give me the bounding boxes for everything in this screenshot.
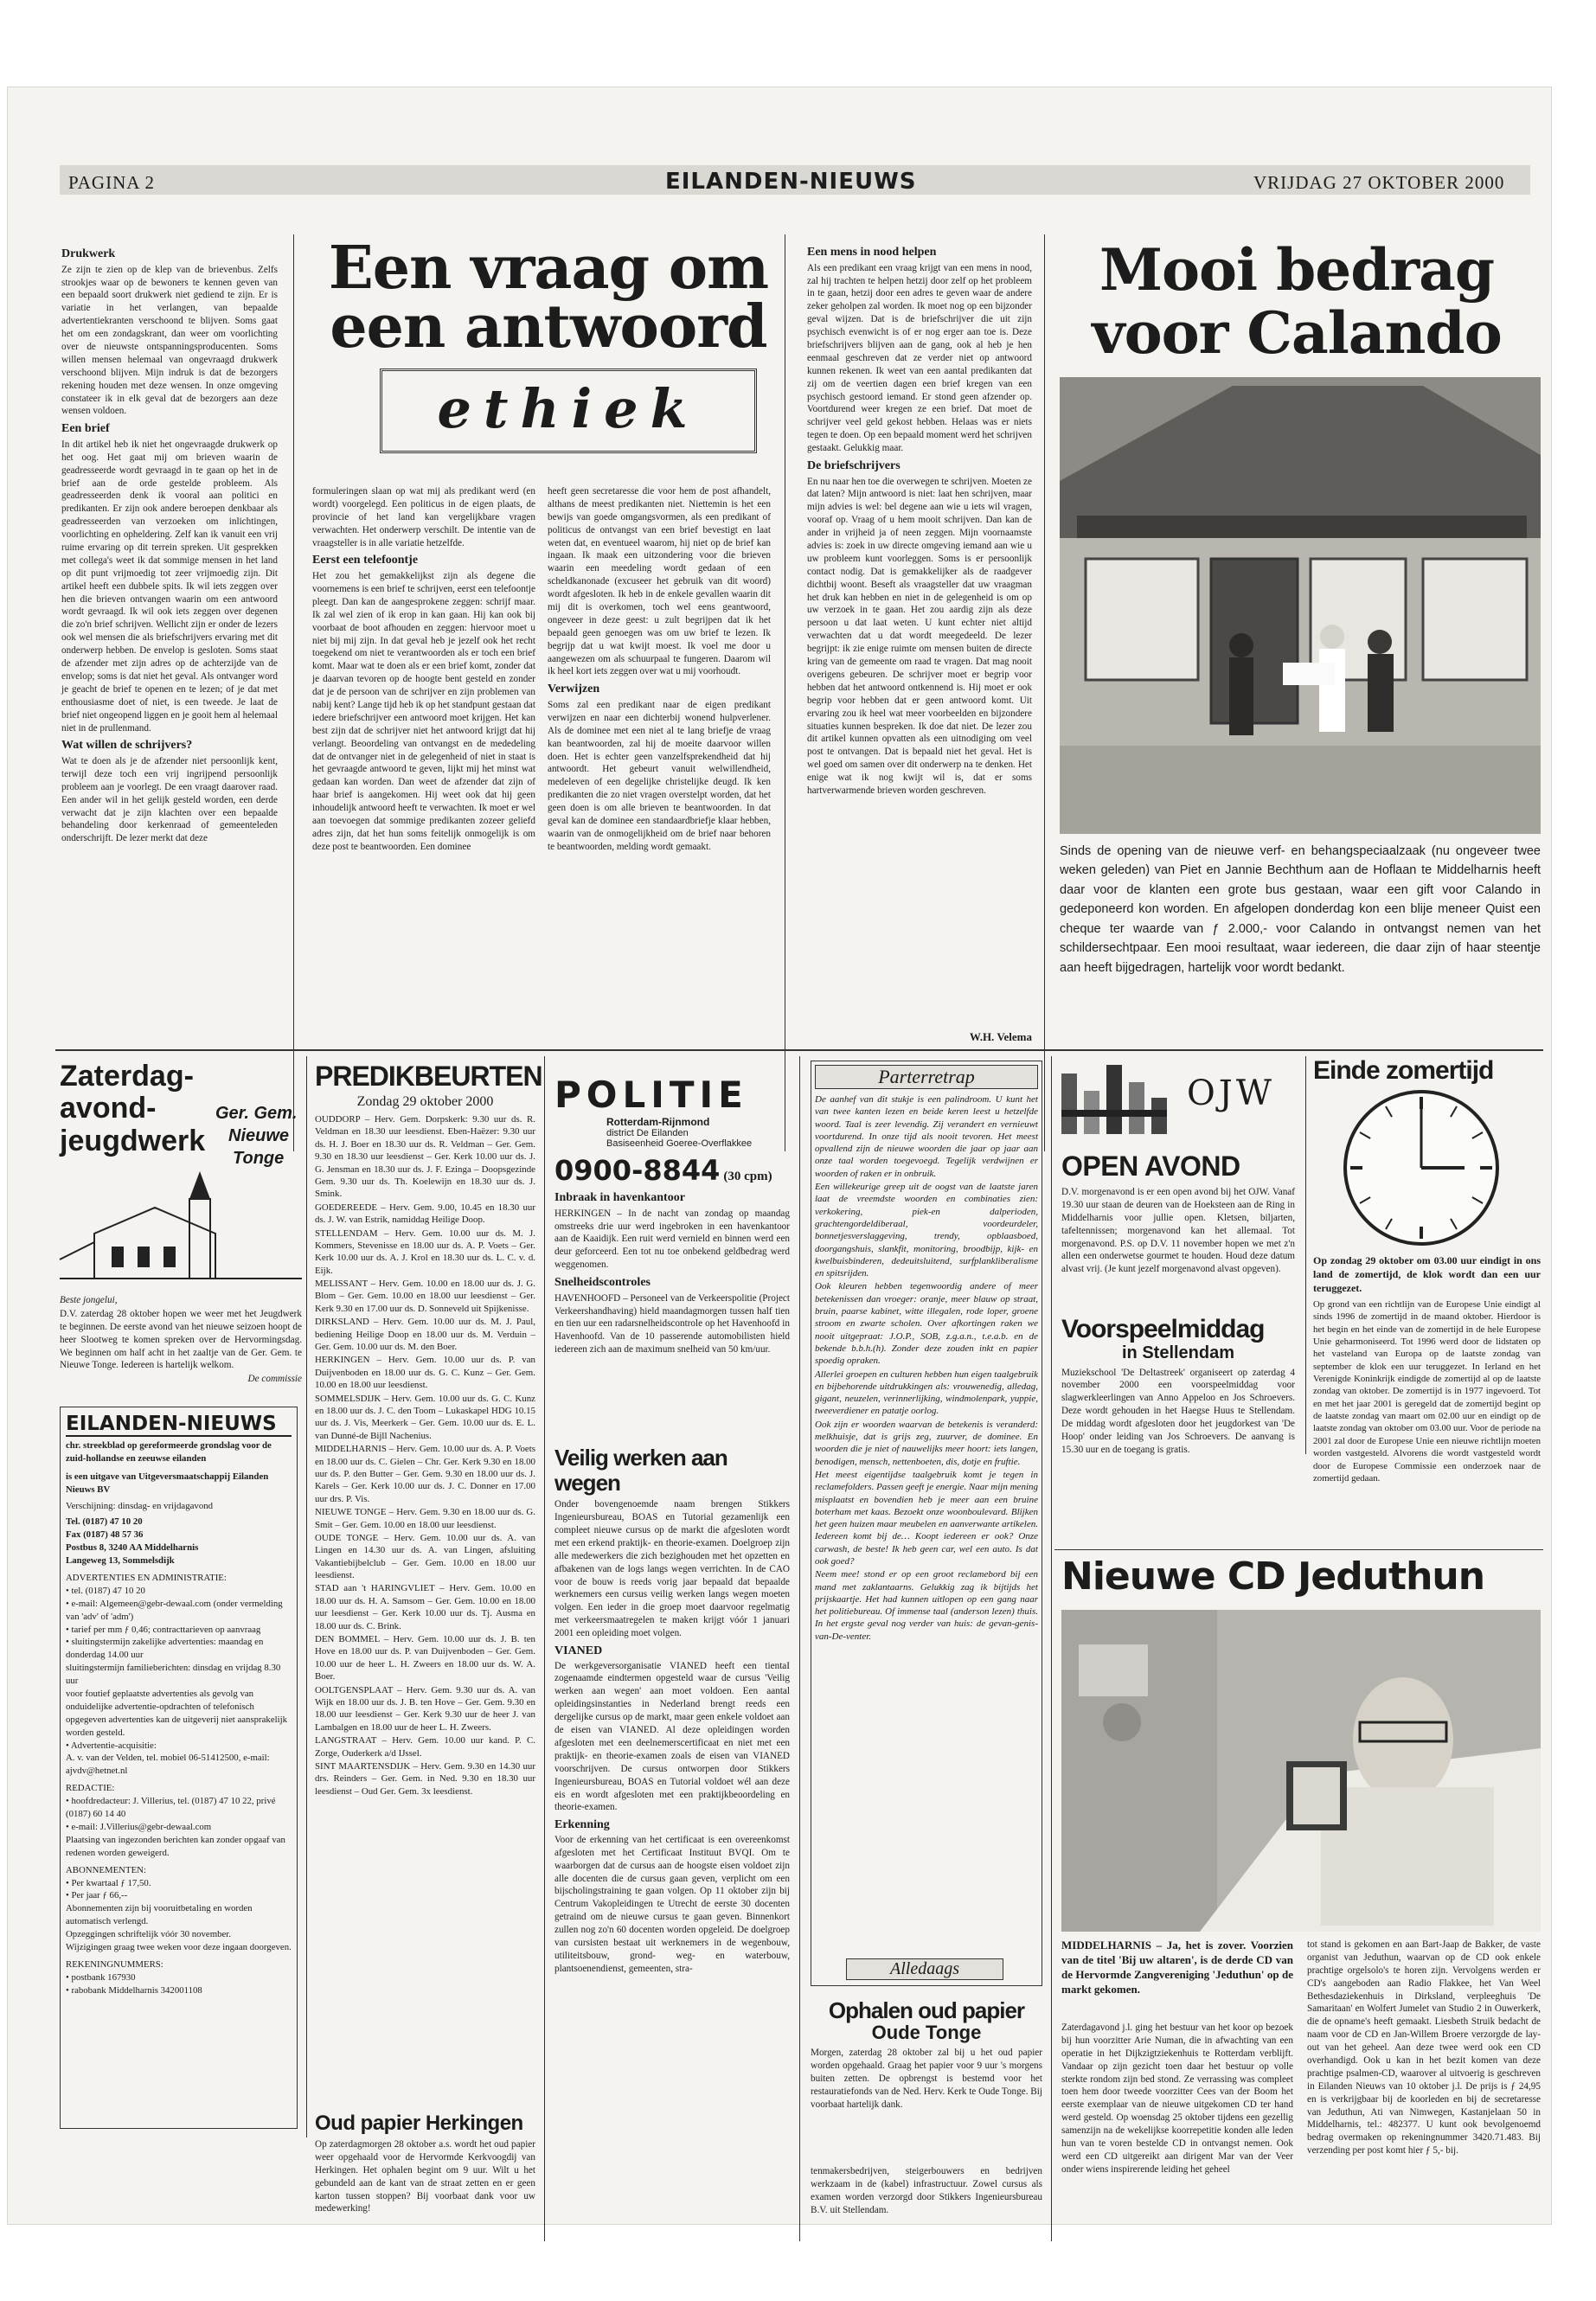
colofon-sub: chr. streekblad op gereformeerde grondslag voor de zuid-hollandse en zeeuwse eilanden — [66, 1440, 272, 1464]
colofon-line: Wijzigingen graag twee weken voor deze ingaan doorgeven. — [66, 1941, 292, 1952]
parterretrap-box — [811, 1061, 1042, 1986]
jeduthun-col2: tot stand is gekomen en aan Bart-Jaap de Bakker, de vaste organist van Jeduthun, waarvan op de CD ook enkele prachtige orgelsolo's te horen zijn. Vervolgens werden er CD's aangeboden aan Radio Flakkee, het Van Weel Bethesdaziekenhuis in Dirksland, verpleeghuis 'De Samaritaan' en Wolfert Jumelet van Studio 2 in Ouwerkerk, die de opname's heeft gemaakt. Liesbeth Struik bedacht de naam voor de CD en Jan-Willem Broere verzorgde de lay-out van het geheel. Aan deze twee werd ook een CD overhandigd. Ook u kan in het bezit komen van deze prachtige psalmen-CD, waarover al uitvoerig is geschreven in Eilanden Nieuws van 10 oktober j.l. De prijs is ƒ 24,95 en is verkrijgbaar bij de koorleden en bij de secretaresse van Jeduthun, Ati van Nimwegen, Kastanjelaan 50 in Middelharnis, tel.: 482377. U kunt ook bevolgenoemd bedrag overmaken op rekeningnummer 3420.71.483. Bij verzending per post komt hier ƒ 5,- bij. — [1307, 1939, 1541, 2157]
calando-photo — [1060, 377, 1541, 834]
ethiek-rubric: ethiek — [437, 377, 700, 440]
voorspeel-body: Muziekschool 'De Deltastreek' organiseert op zaterdag 4 november 2000 een voorspeelmiddag voor slagwerkleerlingen van Anno Appeloo en Jos Schroevers. Deze wordt gehouden in het Haegse Huus te Stellendam. De middag wordt afgesloten door het jeugdorkest van 'De Hoop' onder leiding van Jos Schroevers. De aanvang is 15.30 uur en de toegang is gratis. — [1061, 1367, 1295, 1455]
predikbeurt-entry: OOLTGENSPLAAT – Herv. Gem. 9.30 uur ds. A. van Wijk en 18.00 uur ds. J. B. ten Hove – Ger. Gem. 9.30 en 18.00 uur leesdienst – Ger. Kerk 9.30 uur de heer J. van Lambalgen en 18.00 uur de heer L. H. Zweers. — [315, 1684, 535, 1733]
colofon-line: Fax (0187) 48 57 36 — [66, 1529, 144, 1541]
colofon-abo-list — [66, 1877, 292, 1954]
predikbeurt-entry: OUDE TONGE – Herv. Gem. 10.00 uur ds. A. van Lingen en 14.30 uur ds. A. van Lingen, afsluiting Vakantiebijbelclub – Ger. Gem. 10.00 en 18.00 uur leesdienst. — [315, 1532, 535, 1581]
predikbeurt-entry: SOMMELSDIJK – Herv. Gem. 10.00 uur ds. G. C. Kunz en 18.00 uur ds. J. C. den Toom – Lukaskapel HDG 10.15 uur ds. J. Vis, Meerkerk – Ger. Gem. 10.00 uur ds. E. L. van Dunné-de Bijll Nachenius. — [315, 1393, 535, 1441]
colofon-schedule: Verschijning: dinsdag- en vrijdagavond — [66, 1500, 214, 1511]
subheading: Verwijzen — [548, 683, 600, 696]
church-drawing — [60, 1173, 302, 1285]
issue-date: VRIJDAG 27 OKTOBER 2000 — [1253, 172, 1505, 193]
ophalen-subtitle: Oude Tonge — [871, 2022, 982, 2044]
colofon-abo-head: ABONNEMENTEN: — [66, 1864, 146, 1875]
newspaper-page — [7, 87, 1552, 2225]
ojw-body: D.V. morgenavond is er een open avond bij het OJW. Vanaf 19.30 uur staan de deuren van de Hoeksteen aan de Ring in Middelharnis voor jullie open. Kletsen, biljarten, tafeltennissen; morgenavond kan het allemaal. Tot morgenavond. P.S. op D.V. 11 november hopen we met z'n allen een onderwetse gourmet te houden. Houd deze datum alvast vrij. (Je kunt jezelf morgenavond alvast opgeven). — [1061, 1187, 1295, 1275]
parterretrap-paragraph: De aanhef van dit stukje is een palindroom. U kunt het van twee kanten lezen en beide keren leest u hetzelfde woord. Taal is zeer levendig. Zij verandert en vernieuwt voortdurend. In onze tijd als nooit tevoren. Het meest opvallend zijn de nieuwe woorden die jaar op jaar aan onze taal worden toegevoegd. Tegelijk verdwijnen er woorden of raken er in onbruik. — [815, 1094, 1038, 1179]
zomertijd-body: Op grond van een richtlijn van de Europese Unie eindigt al sinds 1996 de zomertijd in de maand oktober. Hierdoor is het begin en het einde van de zomertijd in de hele Europese Unie geharmoniseerd. Tot 1996 werd door de lidstaten op het vasteland van Europa op de laatste zondag van september de klok een uur teruggezet. In Ierland en het Verenigde Koninkrijk eindigde de zomertijd al op de laatste zondag van oktober. De zomertijd is in 1977 ingevoerd. Tot en met het jaar 2001 is geregeld dat de zomertijd begint op de laatste zondag van maart om 02.00 uur en eindigt op de laatste zondag van oktober om 03.00 uur. Voor de periode na 2001 zal door de Europese Unie een nieuwe richtlijn moeten worden vastgesteld. Alvorens die wordt vastgesteld wordt door de Europese Commissie een onderzoek naar de zomertijd gedaan. — [1313, 1298, 1541, 1484]
subheading: Drukwerk — [61, 247, 116, 260]
colofon-line: • sluitingstermijn zakelijke advertenties: maandag en donderdag 14.00 uur — [66, 1637, 264, 1661]
paragraph: HERKINGEN – In de nacht van zondag op maandag omstreeks drie uur werd ingebroken in een havenkantoor aan de Kaaidijk. Een ruit werd vernield en binnen werd een deur geforceerd. Een tot nu toe onbekend geldbedrag werd weggenomen. — [554, 1208, 790, 1271]
jeduthun-col1: Zaterdagavond j.l. ging het bestuur van het koor op bezoek bij hun voorzitter Arie Numan, die in afwachting van een operatie in het Dijkzigtziekenhuis te Rotterdam verblijft. Vandaar op zijn gezicht toen daar het bestuur op volle sterkte rondom zijn bed stond. Ze verrassing was compleet toen hem door tweede voorzitter Cees van der Boom het eerste exemplaar van de nieuwe uitgekomen CD ter hand werd gesteld. Op woensdag 25 oktober tijdens een gezellig samenzijn na de wekelijkse koorrepetitie konden alle leden hun van te voren bestelde CD in ontvangst nemen. Ook werd een CD uitgereikt aan dirigent Mar van der Veer onder wiens inspirerende leiding het geheel — [1061, 2022, 1293, 2175]
paragraph: Wat te doen als je de afzender niet persoonlijk kent, terwijl deze toch een vrij ingrijpend persoonlijk probleem aan je voorlegt. De een vraagt daarover raad. Een ander wil in het gelijk gesteld worden, een derde verwacht dat je zijn klachten over een bepaalde behandeling door kerkenraad of gemeenteleden onderschrijft. De lezer merkt dat deze — [61, 756, 278, 844]
subheading: Eerst een telefoontje — [312, 554, 419, 567]
shop-photo-graphic — [1060, 377, 1541, 834]
subheading: Inbraak in havenkantoor — [554, 1191, 685, 1204]
colofon-red-list — [66, 1795, 292, 1859]
voorspeel-title: Voorspeelmiddag — [1061, 1315, 1265, 1343]
veilig-werken-cont: tenmakersbedrijven, steigerbouwers en bedrijven werkzaam in de (kabel) infrastructuur. Zowel cursus als examen worden verzorgd door Stikkers Ingenieursbureau B.V. uit Stellendam. — [811, 2166, 1042, 2215]
veilig-werken-body3: Voor de erkenning van het certificaat is een overeenkomst afgesloten met het Certificaat Instituut BVQI. Om te waarborgen dat de cursus aan de hoogste eisen voldoet zijn alle docenten die de cursus gaan geven, verplicht om een bijscholingstraining te gaan volgen. Op 11 oktober zijn bij Centrum Vakopleidingen te Utrecht de eerste 30 docenten getraind om de nieuwe cursus te gaan geven. Binnenkort zullen nog zo'n 60 docenten worden opgeleid. De doelgroep van cursisten bestaat uit werknemers in de wegenbouw, utiliteitsbouw, grond- weg- en waterbouw, plantsoenendienst, gemeenten, stra- — [554, 1834, 790, 1974]
voorspeel-block — [1061, 1316, 1295, 1558]
politie-district: district De Eilanden — [606, 1128, 689, 1138]
jeugdwerk-church-1: Ger. Gem. — [215, 1104, 298, 1123]
paragraph: Soms zal een predikant naar de eigen predikant verwijzen en naar een dichterbij wonend hulpverlener. Als de dominee met een niet al te lang briefje de vraag kan beantwoorden, zal hij de moeite daarvoor willen doen. Het is echter geen vanzelfsprekendheid dat hij antwoordt. Het gebeurt vanuit welwillendheid, medeleven of een degelijke christelijke deugd. Ik ken predikanten die zo niet vragen overstelpt worden, dat het geen doen is om alle brieven te beantwoorden. In dat geval kan de dominee een standaardbriefje klaar hebben, waarin van de onmogelijkheid om de brief naar behoren te beantwoorden, melding wordt gemaakt. — [548, 699, 771, 852]
jeugdwerk-body: D.V. zaterdag 28 oktober hopen we weer met het Jeugdwerk te beginnen. De eerste avond van het nieuwe seizoen hoopt de heer Slootweg te komen spreken over de Hervormingsdag. We beginnen om half acht in het zaaltje van de Ger. Gem. te Nieuwe Tonge. Iedereen is hartelijk welkom. — [60, 1308, 302, 1371]
jeugdwerk-sign: De commissie — [247, 1374, 302, 1385]
paragraph: HAVENHOOFD – Personeel van de Verkeerspolitie (Project Verkeershandhaving) hield maandagmorgen tussen half tien en tien uur een radarsnelheidscontrole op het Havenhoofd in Havenhoofd. Van de 10 passerende automobilisten hield iedereen zich aan de maximum snelheid van 50 km/uur. — [554, 1292, 790, 1356]
paragraph: Ze zijn te zien op de klep van de brievenbus. Zelfs strookjes waar op de bewoners te kennen geven van een bepaald soort drukwerk niet gediend te zijn. Er is variatie in het verlangen, van bepaalde advertentiekranten verschoond te blijven. Soms gaat het om een zondagskrant, dan weer om voorlichting over de nieuwste ontspanningsproducenten. Soms willen mensen helemaal van ongevraagd drukwerk verschoond blijven. Mijn indruk is dat de bezorgers rekening houden met deze wensen. In onze omgeving constateer ik in elk geval dat de bezorgers aan deze wensen voldoen. — [61, 264, 278, 417]
jeugdwerk-greeting: Beste jongelui, — [60, 1295, 118, 1305]
ethiek-column-4 — [807, 241, 1032, 1143]
colofon-line: • Per kwartaal ƒ 17,50. — [66, 1877, 151, 1888]
parterretrap-footer: Alledaags — [846, 1958, 1003, 1980]
parterretrap-paragraph: Neem mee! stond er op een groot reclamebord bij een mand met zaklantaarns. Gelukkig zag ik bijtijds het prijskaartje. Het had kunnen uitlopen op een gang naar het politiebureau. Of immense taal (anderson lezen) thuis. In het ergste geval nog verder van huis: de gevan-genis- van-De-venter. — [815, 1569, 1038, 1642]
paragraph: Het zou het gemakkelijkst zijn als degene die voornemens is een brief te schrijven, eerst een telefoontje pleegt. Dan kan de aangesprokene zeggen: schrijf maar. Ik zal wel zien of ik erop in kan gaan. Hij kan ook bij voorbaat de boot afhouden en zeggen: hiervoor moet u niet bij mij zijn. In dat geval heb je jezelf ook het recht toegekend om niet te verantwoorden als er toch een brief komt. Maar wat te doen als er een brief komt, zonder dat je daarvan tevoren op de hoogte bent gesteld en zonder dat je de persoon van de schrijver en zijn problemen van nabij kent? Lange tijd heb ik op het standpunt gestaan dat iedere briefschrijver een antwoord moet krijgen. Het kan best zijn dat de schrijver niet het antwoord krijgt dat hij verlangt. Beoordeling van ontvangst en de mededeling dat de ontvanger niet in de gelegenheid of niet in staat is het gevraagde antwoord te geven, lijkt mij het minst wat gedaan kan worden. Dan weet de afzender dat zijn of haar brief is aangekomen. Hij weet ook dat hij geen inhoudelijk antwoord heeft te verwachten. Ik moet er wel aan toevoegen dat sommige predikanten zozeer geliefd adres zijn, dat het hun soms feitelijk onmogelijk is om deze post te beantwoorden. Een dominee — [312, 571, 535, 852]
ophalen-title: Ophalen oud papier — [828, 1997, 1025, 2023]
ethiek-column-2 — [312, 485, 542, 1143]
zomertijd-lead: Op zondag 29 oktober om 03.00 uur eindigt in ons land de zomertijd, de klok wordt dan een uur teruggezet. — [1313, 1254, 1541, 1294]
jeugdwerk-title-1: Zaterdag- — [60, 1060, 194, 1093]
politie-region: Rotterdam-Rijnmond — [606, 1116, 710, 1128]
veilig-werken-body: Onder bovengenoemde naam brengen Stikkers Ingenieursbureau, BOAS en Tutorial gezamenlijk een compleet nieuwe cursus op de markt die afgesloten wordt met een erkend praktijk- en theorie-examen. Doelgroep zijn alle medewerkers die zich bezighouden met het opzetten en afbakenen van de logs langs wegen verrichten. In de CAO voor de bouw is reeds vorig jaar bepaald dat bepaalde werknemers een cursus veilig werken langs wegen moeten volgen. Een ieder in die groep moet daarvoor regelmatig met verkeersmaatregelen te maken krijgt vóór 1 januari 2001 een opleiding moet volgen. — [554, 1499, 790, 1639]
column-rule — [1044, 234, 1045, 1151]
parterretrap-paragraph: Het meest eigentijdse taalgebruik komt je tegen in reclamefolders. Passen geeft je energie. Naar mijn mening misplaatst en bovendien heb je meer aan een bruine boterham met kaas. Bezoekt onze woonboulevard. Blijken het geen huizen maar meubelen en aanverwante artikelen. Iedereen komt bij de… Koopt iedereen er ook? Onze carwash, de beste! Ik heb geen car, wel een auto. Is dat ook goed? — [815, 1469, 1038, 1567]
zomertijd-title: Einde zomertijd — [1313, 1056, 1494, 1085]
section-rule — [1054, 1549, 1543, 1550]
veilig-werken-sub: VIANED — [554, 1644, 603, 1657]
predikbeurt-entry: NIEUWE TONGE – Herv. Gem. 9.30 en 18.00 uur ds. G. Smit – Ger. Gem. 10.00 en 18.00 uur leesdienst. — [315, 1507, 535, 1530]
colofon-adv-head: ADVERTENTIES EN ADMINISTRATIE: — [66, 1573, 227, 1584]
politie-logo: POLITIE — [554, 1074, 748, 1116]
colofon-rek-head: REKENINGNUMMERS: — [66, 1958, 163, 1970]
subheading: Wat willen de schrijvers? — [61, 739, 193, 753]
colofon-line: A. v. van der Velden, tel. mobiel 06-51412500, e-mail: ajvdv@hetnet.nl — [66, 1753, 270, 1777]
predikbeurten-block — [315, 1061, 542, 2107]
paragraph: En nu naar hen toe die overwegen te schrijven. Moeten ze dat laten? Mijn antwoord is niet: laat hen schrijven, maar mijn advies is wel: bel degene aan wie u iets wil vragen, vooraf op. Vraag of u hem mooit schrijven. Dan kan de ander in vrijheid ja of neen zeggen. Mijn voornaamste advies is: zoek in uw directe omgeving iemand aan wie u uw probleem kunt voorleggen. Soms is er persoonlijk contact nodig. Dat is gemakkelijker als de raadgever dichtbij woont. Beseft als vraagsteller dat uw vraagman het druk kan hebben en niet in de gelegenheid is om op uw verzoek in te gaan. Het zou aardig zijn als deze persoon u dat laat weten. U kunt echter niet altijd verwachten dat u dat wordt meegedeeld. De lezer begrijpt: ik zie enige ruimte om mensen buiten de directe kring van de gemeente om raad te vragen. Dat mag nooit overigens gebeuren. De schrijver moet er begrip voor hebben dat het antwoord ontkennend is. Hij moet er ook begrip voor hebben dat er geen antwoord komt. Uit ervaring zou ik heel wat meer voorbeelden en bijzondere situaties kunnen bespreken. Ik doe dat niet. De lezer zou dit artikel kunnen opvatten als een uitnodiging om veel post te ontvangen. Dat is bepaald niet het geval. Het is wel goed om samen over dit onderwerp na te denken. Het enige wat ik nog kwijt wil is, dat er soms hartverwarmende brieven worden geschreven. — [807, 476, 1032, 796]
jeugdwerk-church-2: Nieuwe — [228, 1126, 290, 1145]
subheading: Snelheidscontroles — [554, 1276, 651, 1290]
politie-items — [554, 1190, 790, 1356]
colofon-masthead: EILANDEN-NIEUWS — [66, 1413, 292, 1437]
veilig-werken-sub2: Erkenning — [554, 1818, 610, 1832]
colofon-line: Langeweg 13, Sommelsdijk — [66, 1555, 175, 1567]
colofon-line: • Per jaar ƒ 66,-- — [66, 1890, 128, 1901]
jeugdwerk-title-2: avond- — [60, 1092, 157, 1125]
jeugdwerk-text — [60, 1294, 302, 1387]
colofon-line: • Advertentie-acquisitie: — [66, 1740, 157, 1751]
ophalen-body: Morgen, zaterdag 28 oktober zal bij u het oud papier worden opgehaald. Graag het papier voor 9 uur 's morgens buiten zetten. De opbrengst is bestemd voor het restauratiefonds van de Ned. Herv. Kerk te Oude Tonge. Bij voorbaat hartelijk dank. — [811, 2048, 1042, 2111]
ojw-title: OPEN AVOND — [1061, 1150, 1240, 1182]
veilig-werken-block — [554, 1445, 790, 2250]
predikbeurt-entry: LANGSTRAAT – Herv. Gem. 10.00 uur kand. P. C. Zorge, Ouderkerk a/d IJssel. — [315, 1735, 535, 1759]
page-number: PAGINA 2 — [68, 172, 155, 193]
politie-block — [554, 1074, 790, 1437]
colofon-line: • tarief per mm ƒ 0,46; contracttarieven op aanvraag — [66, 1624, 261, 1635]
paragraph: In dit artikel heb ik niet het ongevraagde drukwerk op het oog. Het gaat mij om brieven waarin de geadresseerde wordt gevraagd in te gaan op het in de brief aan de orde gestelde probleem. Als geadresseerden denk ik vooral aan politici en predikanten. Er zijn ook andere beroepen denkbaar als geadresseerden van verzoeken om inlichtingen, voorlichting en opheldering. Zelf kan ik vanuit een vrij ruime ervaring op dit terrein spreken. Uit gesprekken met collega's weet ik dat sommige mensen in het land op dit punt vrijmoedig tot zeer vrijmoedig zijn. Dit artikel heeft een dubbele spits. Ik wil iets zeggen over hen die brieven ontvangen waarin om een antwoord wordt gevraagd. Ik wil ook iets zeggen over degenen die zo'n brief schrijven. Wellicht zijn er onder de lezers ook wel mensen die als briefschrijvers ervaring met dit onderwerp hebben. De envelop is gesloten. Soms staat de afzender met zijn adres op de achterzijde van de envelop; soms is dat niet het geval. Als ontvanger word je geacht de brief te openen en te lezen; of je dat met enthousiasme doet of niet, is een tweede. Je laat de brief niet ongeopend liggen en je gooit hem al helemaal niet in de prullenmand. — [61, 439, 278, 734]
calando-caption: Sinds de opening van de nieuwe verf- en behangspeciaalzaak (nu ongeveer twee weken geleden) van Piet en Jannie Bechthum aan de Hoflaan te Middelharnis heeft daar voor de klanten een grote bus gestaan, waar een gift voor Calando in gedeponeerd kon worden. En afgelopen donderdag kon een blije meneer Quist een cheque ter waarde van ƒ 2.000,- voor Calando in ontvangst nemen van het schildersechtpaar. Een mooi resultaat, waar iedereen, die daar zijn of haar steentje aan heeft bijgedragen, hartelijk voor wordt bedankt. — [1060, 844, 1541, 975]
parterretrap-paragraph: Ook kleuren hebben tegenwoordig andere of meer betekenissen dan vroeger: oranje, meer blauw op straat, bruin, paarse kabinet, witte illegalen, rode loper, groene stroom en zwarte scholen. Over afkortingen raken we nooit uitgepraat: J.O.P., SOB, z.g.a.n., t.e.a.b. en de bekende b.b.h.(h). Zonder deze zouden inkt en papier spoedig opraken. — [815, 1281, 1038, 1367]
colofon-line: Tel. (0187) 47 10 20 — [66, 1516, 143, 1528]
predikbeurten-title: PREDIKBEURTEN — [315, 1061, 542, 1092]
ethiek-column-1 — [61, 243, 278, 1143]
oud-papier-herkingen-title: Oud papier Herkingen — [315, 2112, 523, 2135]
predikbeurt-entry: HERKINGEN – Herv. Gem. 10.00 uur ds. P. van Duijvenboden en 18.00 uur ds. G. C. Kunz – Ger. Gem. 10.00 en 18.00 uur leesdienst. — [315, 1355, 535, 1391]
colofon-line: • e-mail: Algemeen@gebr-dewaal.com (onder vermelding van 'adv' of 'adm') — [66, 1598, 283, 1622]
predikbeurt-entry: GOEDEREEDE – Herv. Gem. 9.00, 10.45 en 18.30 uur ds. J. W. van Estrik, namiddag Heilige Doop. — [315, 1202, 535, 1226]
ethiek-headline: Een vraag om een antwoord — [328, 234, 769, 362]
parterretrap-paragraph: Allerlei groepen en culturen hebben hun eigen taalgebruik en bijbehorende uitdrukkingen als: vrouwenedig, alledag, gigant, neuzelen, verinnerlijking, windmolenpark, yuppie, tweeverdiener en patatje oorlog. — [815, 1368, 1038, 1417]
politie-phone-row — [554, 1154, 790, 1187]
paragraph: heeft geen secretaresse die voor hem de post afhandelt, althans de meest predikanten niet. Niettemin is het een bewijs van goede omgangsvormen, als een predikant of politicus de ontvangst van een brief bevestigt en laat weten dat, en eventueel waarom, hij niet op de brief kan ingaan. Ik maak een uitzondering voor die brieven waarin een meedeling wordt gedaan of een scheldkanonade (excuseer het gebruik van dit woord) wordt afgesloten. Ik heb in de enkele gevallen waarin dit mij dit is overkomen, toch wel eens geantwoord, ongeveer in deze geest: u zult begrijpen dat ik het bepaald geen genoegen was om uw brief te lezen. Ik begrijp dat u wat kwijt moest. Ik voel me door u aangewezen om als schuurpaal te fungeren. Daarom wil ik heel kort iets zeggen over wat u mij voorhoudt. — [548, 486, 771, 677]
veilig-werken-title: Veilig werken aan wegen — [554, 1445, 727, 1496]
parterretrap-paragraph: Ook zijn er woorden waarvan de betekenis is veranderd: melkhuisje, dat is grijs zeg, zuurver, de dominee. En woorden die je niet of nauwelijks meer hoort: iets langen, benodigen, mensch, nettenboeten, dis, dotje en fruftie. — [815, 1419, 1038, 1467]
colofon-line: • tel. (0187) 47 10 20 — [66, 1585, 145, 1596]
subheading: Een brief — [61, 422, 110, 436]
section-rule — [55, 1049, 1543, 1051]
parterretrap-body — [815, 1093, 1038, 1643]
predikbeurt-entry: MIDDELHARNIS – Herv. Gem. 10.00 uur ds. A. P. Voets en 18.00 uur ds. C. Gielen – Chr. Ger. Kerk 9.30 en 18.00 uur ds. P. den Butter – Ger. Gem. 9.30 en 18.00 uur ds. J. Karels – Ger. Kerk 10.00 uur ds. J. C. Donner en 17.00 uur drs. P. Vis. — [315, 1444, 535, 1504]
ophalen-oud-papier — [811, 1999, 1042, 2172]
ethiek-byline: W.H. Velema — [969, 1030, 1032, 1043]
colofon-line: • rabobank Middelharnis 342001108 — [66, 1984, 202, 1996]
colofon-line: Plaatsing van ingezonden berichten kan zonder opgaaf van redenen worden geweigerd. — [66, 1834, 285, 1858]
jeduthun-photo — [1061, 1610, 1541, 1932]
paragraph: Als een predikant een vraag krijgt van een mens in nood, zal hij trachten te helpen hetzij door zelf op het probleem in te gaan, hetzij door een adres te geven waar de andere zeker geholpen zal worden. Ik moet nog op een bijzonder geval wijzen. Dat is de briefschrijver die uit zijn psychisch evenwicht is of er nog erger aan toe is. Deze briefschrijvers blijven aan de gang, ook al heb je hen eenmaal geschreven dat ze verder niet op antwoord kunnen rekenen. Ik weet van een aantal predikanten dat zij om de veertien dagen een brief kregen van een psychisch gestoord iemand. Er stond geen afzender op. Voortdurend weer kregen ze een brief. Dat moet de schrijver veel geld gekost hebben. Helaas was er niets tegen te doen. Op een bepaald moment werd het schrijven gestaakt. Gelukkig maar. — [807, 262, 1032, 454]
hospital-photo-graphic — [1061, 1610, 1541, 1932]
colofon-line: sluitingstermijn familieberichten: dinsdag en vrijdag 8.30 uur — [66, 1663, 281, 1687]
predikbeurt-entry: STAD aan 't HARINGVLIET – Herv. Gem. 10.00 en 18.00 uur ds. H. A. Samsom – Ger. Gem. 10.00 en 18.00 uur leesdienst – Ger. Kerk 10.00 uur ds. Tj. Ausma en 18.00 uur ds. C. Brink. — [315, 1583, 535, 1631]
ethiek-column-3 — [548, 485, 771, 1143]
predikbeurt-entry: DEN BOMMEL – Herv. Gem. 10.00 uur ds. J. B. ten Hove en 18.00 uur ds. P. van Duijvenboden – Ger. Gem. 10.00 uur de heer L. H. Zweers en 18.00 uur ds. W. A. Boer. — [315, 1634, 535, 1682]
subheading: Een mens in nood helpen — [807, 246, 937, 259]
veilig-werken-body2: De werkgeversorganisatie VIANED heeft een tientaI zogenaamde eindtermen opgesteld waar de cursus 'Veilig werken aan wegen' aan moet voldoen. Een aantal opleidingsinstanties in Nederland brengt reeds een dergelijke cursus op de markt, maar geen enkele voldoet aan de eisen van VIANED. Al deze opleidingen worden afgesloten met een deelnemerscertificaat en niet met een praktijk- en theorie-examen zoals de eisen van VIANED voorschrijven. De cursus ontworpen door Stikkers Ingenieursbureau, BOAS en Tutorial voldoet wél aan deze eis en wordt afgesloten met een praktijkbeoordeling en theorie-examen. — [554, 1660, 790, 1813]
column-rule — [799, 1056, 800, 2241]
column-rule — [306, 1056, 307, 2138]
paragraph: formuleringen slaan op wat mij als predikant werd (en wordt) voorgelegd. Een politicus in de eigen plaats, de provincie of het land kan vergelijkbare vragen verwachten. Het onderwerp verschilt. De intentie van de vraagsteller is in alle variatie hetzelfde. — [312, 486, 535, 548]
colofon-box — [60, 1407, 298, 2129]
politie-phone: 0900-8844 — [554, 1154, 721, 1187]
predikbeurt-entry: MELISSANT – Herv. Gem. 10.00 en 18.00 uur ds. J. G. Blom – Ger. Gem. 10.00 en 18.00 uur leesdienst – Ger. Kerk 9.30 en 17.00 uur ds. D. Sonneveld uit Spijkenisse. — [315, 1279, 535, 1314]
colofon-publisher: is een uitgave van Uitgeversmaatschappij Eilanden Nieuws BV — [66, 1471, 269, 1495]
colofon-line: Abonnementen zijn bij vooruitbetaling en worden automatisch verlengd. — [66, 1903, 253, 1927]
column-rule — [293, 234, 294, 1151]
subheading: De briefschrijvers — [807, 458, 901, 472]
colofon-red-head: REDACTIE: — [66, 1783, 115, 1794]
oud-papier-herkingen-body: Op zaterdagmorgen 28 oktober a.s. wordt het oud papier weer opgehaald voor de Hervormde Kerkvoogdij van Herkingen. Het ophalen begint om 9 uur. Wilt u het gebundeld aan de kant van de straat zetten en er geen karton tussen stoppen? Bij voorbaat dank voor uw medewerking! — [315, 2139, 535, 2214]
oud-papier-herkingen — [315, 2112, 535, 2233]
jeduthun-headline: Nieuwe CD Jeduthun — [1061, 1554, 1485, 1599]
colofon-line: voor foutief geplaatste advertenties als gevolg van onduidelijke advertentie-opdrachten of telefonisch opgegeven advertenties kan de uitgeverij niet aansprakelijk worden gesteld. — [66, 1689, 288, 1738]
voorspeel-subtitle: in Stellendam — [1121, 1343, 1235, 1362]
colofon-rek-list — [66, 1971, 292, 1997]
predikbeurt-entry: OUDDORP – Herv. Gem. Dorpskerk: 9.30 uur ds. R. Veldman en 18.30 uur leesdienst. Eben-Haëzer: 9.30 uur ds. H. J. Boer en 18.30 uur ds. R. Veldman – Ger. Gem. 9.30 en 18.30 uur leesdienst – Ger. Kerk 10.00 uur ds. J. G. Jensman en 18.30 uur ds. J. F. Ezinga – Doopsgezinde Gem. 9.30 uur ds. Th. Koelewijn en 18.30 uur ds. J. Smink. — [315, 1114, 535, 1200]
ojw-logo: OJW — [1187, 1074, 1275, 1113]
predikbeurten-date: Zondag 29 oktober 2000 — [356, 1094, 494, 1109]
politie-rate: (30 cpm) — [723, 1170, 772, 1183]
predikbeurt-entry: STELLENDAM – Herv. Gem. 10.00 uur ds. M. J. Kommers, Stevenisse en 18.00 uur ds. A. P. Voets – Ger. Kerk 10.00 uur ds. A. J. Krol en 18.30 uur ds. L. C. v. d. Eijk. — [315, 1227, 535, 1276]
politie-unit: Basiseenheid Goeree-Overflakkee — [606, 1138, 753, 1149]
predikbeurten-list — [315, 1113, 535, 1798]
colofon-adv-list — [66, 1585, 292, 1778]
masthead: EILANDEN-NIEUWS — [665, 169, 917, 195]
ethiek-rubric-banner — [380, 369, 757, 453]
jeugdwerk-church-3: Tonge — [233, 1149, 285, 1168]
column-rule — [544, 1056, 545, 2241]
zomertijd-block — [1305, 1056, 1541, 1484]
parterretrap-paragraph: Een willekeurige greep uit de oogst van de laatste jaren laat de vreemdste woorden en combinaties zien: verkokering, piek-en dalperioden, grachtengordeldiberaal, voordeurdeler, bonnetjesverslaggeving, trendy, opblaasboed, doorgangshuis, slankfit, monitoring, broodbijp, kijk- en kwelbuisbinderen, dedeuitsluitend, surfplankliberalisme en spitsrijden. — [815, 1182, 1038, 1279]
colofon-line: Opzeggingen schriftelijk vóór 30 november. — [66, 1929, 231, 1940]
colofon-line: • e-mail: J.Villerius@gebr-dewaal.com — [66, 1821, 212, 1832]
colofon-line: Postbus 8, 3240 AA Middelharnis — [66, 1542, 199, 1554]
colofon-line: • postbank 167930 — [66, 1971, 136, 1983]
jeugdwerk-title-3: jeugdwerk — [60, 1124, 206, 1157]
parterretrap-title: Parterretrap — [815, 1065, 1038, 1089]
predikbeurt-entry: SINT MAARTENSDIJK – Herv. Gem. 9.30 en 14.30 uur drs. Reinders – Ger. Gem. in Ned. 9.30 en 18.30 uur leesdienst – Oud Ger. Gem. 3x leesdienst. — [315, 1760, 535, 1797]
column-rule — [1051, 1056, 1052, 2241]
jeduthun-lead: MIDDELHARNIS – Ja, het is zover. Voorzien van de titel 'Bij uw altaren', is de derde CD van de Hervormde Zangvereniging 'Jeduthun' op de markt gekomen. — [1061, 1939, 1293, 1996]
predikbeurt-entry: DIRKSLAND – Herv. Gem. 10.00 uur ds. M. J. Paul, bediening Heilige Doop en 18.00 uur ds. M. Verduin – Ger. Gem. 10.00 uur ds. M. den Boer. — [315, 1317, 535, 1353]
calando-headline: Mooi bedrag voor Calando — [1092, 236, 1502, 367]
colofon-address — [66, 1516, 292, 1567]
clock-graphic — [1313, 1086, 1529, 1250]
colofon-line: • hoofdredacteur: J. Villerius, tel. (0187) 47 10 22, privé (0187) 60 14 40 — [66, 1796, 276, 1820]
